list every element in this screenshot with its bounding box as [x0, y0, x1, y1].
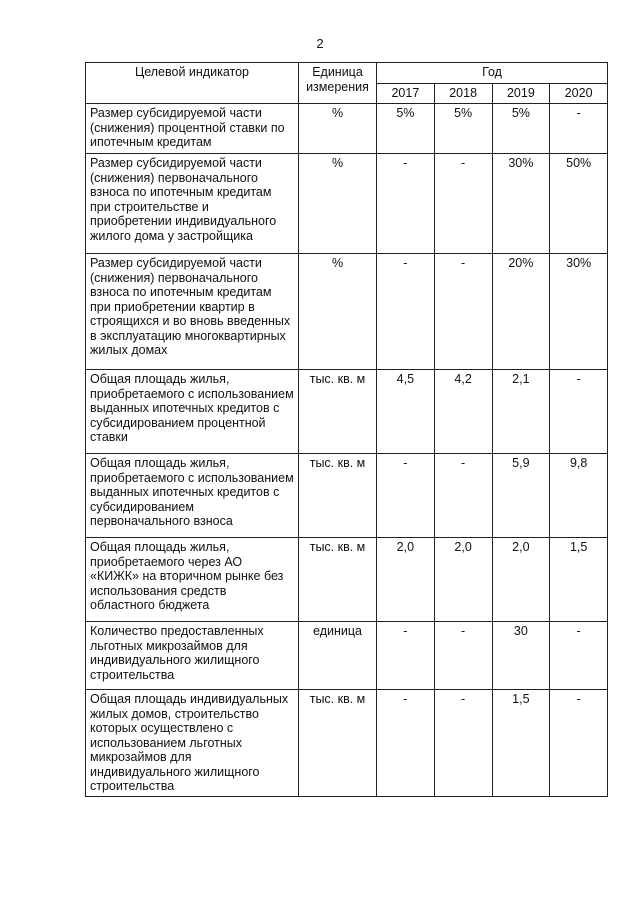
value-cell-2020: 9,8 — [550, 454, 608, 538]
value-cell-2020: 50% — [550, 154, 608, 254]
table-row — [86, 254, 608, 370]
value-cell-2020: 1,5 — [550, 538, 608, 622]
value-cell-2017: - — [377, 622, 435, 690]
indicator-cell: Общая площадь жилья, приобретаемого с использованием выданных ипотечных кредитов с субсидированием процентной ставки — [86, 370, 299, 454]
value-cell-2020: 30% — [550, 254, 608, 370]
value-cell-2018: - — [434, 454, 492, 538]
value-cell-2017: 2,0 — [377, 538, 435, 622]
table-row — [86, 154, 608, 254]
value-cell-2019: 5% — [492, 104, 550, 154]
unit-cell: % — [299, 154, 377, 254]
value-cell-2019: 1,5 — [492, 690, 550, 797]
value-cell-2018: 5% — [434, 104, 492, 154]
value-cell-2019: 30% — [492, 154, 550, 254]
indicator-cell: Размер субсидируемой части (снижения) первоначального взноса по ипотечным кредитам при строительстве и приобретении индивидуального жилого дома у застройщика — [86, 154, 299, 254]
value-cell-2017: 4,5 — [377, 370, 435, 454]
header-indicator: Целевой индикатор — [86, 63, 299, 104]
indicator-cell: Количество предоставленных льготных микрозаймов для индивидуального жилищного строительства — [86, 622, 299, 690]
indicator-cell: Размер субсидируемой части (снижения) первоначального взноса по ипотечным кредитам при приобретении квартир в строящихся и во вновь введенных в эксплуатацию многоквартирных жилых домах — [86, 254, 299, 370]
indicator-cell: Общая площадь жилья, приобретаемого с использованием выданных ипотечных кредитов с субсидированием первоначального взноса — [86, 454, 299, 538]
value-cell-2017: - — [377, 154, 435, 254]
indicator-cell: Общая площадь индивидуальных жилых домов, строительство которых осуществлено с использованием льготных микрозаймов для индивидуального жилищного строительства — [86, 690, 299, 797]
table-row — [86, 370, 608, 454]
indicator-cell: Общая площадь жилья, приобретаемого через АО «КИЖК» на вторичном рынке без использования средств областного бюджета — [86, 538, 299, 622]
value-cell-2019: 2,1 — [492, 370, 550, 454]
header-year-group: Год — [377, 63, 608, 84]
value-cell-2018: 2,0 — [434, 538, 492, 622]
value-cell-2019: 5,9 — [492, 454, 550, 538]
value-cell-2019: 30 — [492, 622, 550, 690]
header-unit: Единица измерения — [299, 63, 377, 104]
unit-cell: тыс. кв. м — [299, 454, 377, 538]
header-year-2019: 2019 — [492, 83, 550, 104]
value-cell-2018: - — [434, 154, 492, 254]
target-indicators-table — [85, 62, 608, 797]
value-cell-2017: - — [377, 254, 435, 370]
value-cell-2017: 5% — [377, 104, 435, 154]
table-row — [86, 104, 608, 154]
value-cell-2019: 20% — [492, 254, 550, 370]
table-row — [86, 454, 608, 538]
header-year-2018: 2018 — [434, 83, 492, 104]
value-cell-2018: 4,2 — [434, 370, 492, 454]
table-row — [86, 538, 608, 622]
table-row — [86, 622, 608, 690]
value-cell-2020: - — [550, 370, 608, 454]
unit-cell: тыс. кв. м — [299, 538, 377, 622]
value-cell-2020: - — [550, 622, 608, 690]
value-cell-2018: - — [434, 622, 492, 690]
value-cell-2018: - — [434, 690, 492, 797]
unit-cell: тыс. кв. м — [299, 370, 377, 454]
value-cell-2020: - — [550, 104, 608, 154]
table-row — [86, 690, 608, 797]
value-cell-2020: - — [550, 690, 608, 797]
header-year-2017: 2017 — [377, 83, 435, 104]
value-cell-2019: 2,0 — [492, 538, 550, 622]
value-cell-2017: - — [377, 690, 435, 797]
unit-cell: % — [299, 104, 377, 154]
unit-cell: единица — [299, 622, 377, 690]
value-cell-2018: - — [434, 254, 492, 370]
page-number: 2 — [316, 36, 324, 51]
unit-cell: % — [299, 254, 377, 370]
value-cell-2017: - — [377, 454, 435, 538]
indicator-cell: Размер субсидируемой части (снижения) процентной ставки по ипотечным кредитам — [86, 104, 299, 154]
unit-cell: тыс. кв. м — [299, 690, 377, 797]
header-year-2020: 2020 — [550, 83, 608, 104]
